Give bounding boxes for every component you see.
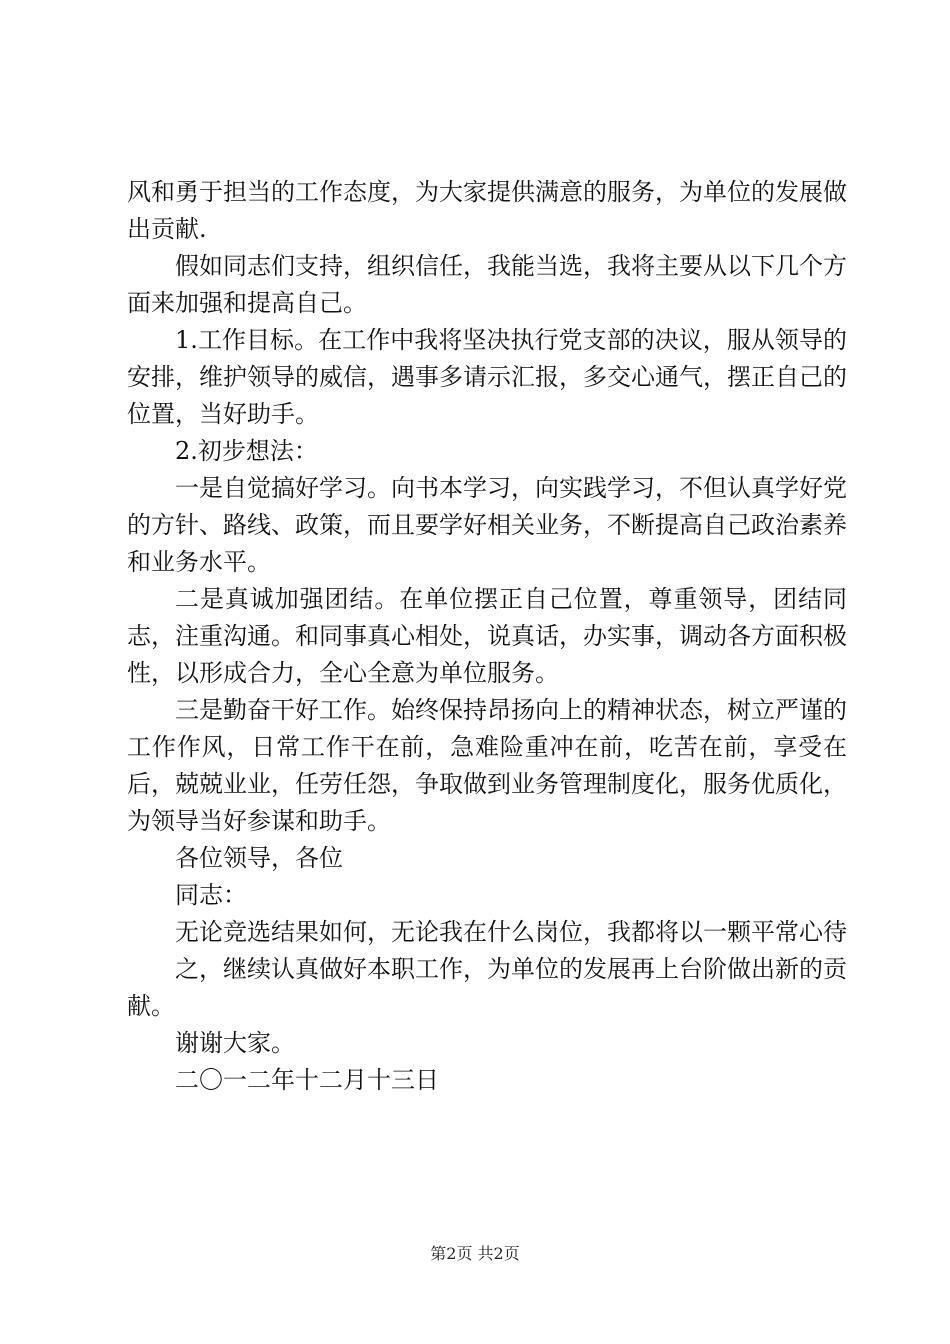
page-footer: [0, 1243, 950, 1265]
paragraph-commitment-2: 之，继续认真做好本职工作，为单位的发展再上台阶做出新的贡献。: [127, 955, 847, 1020]
paragraph-continuation: 风和勇于担当的工作态度，为大家提供满意的服务，为单位的发展做出贡献.: [127, 178, 847, 243]
document-body: [127, 174, 847, 1099]
paragraph-thanks: 谢谢大家。: [175, 1029, 295, 1057]
paragraph-work-goal: 1.工作目标。在工作中我将坚决执行党支部的决议，服从领导的安排，维护领导的威信，遇事多请示汇报，多交心通气，摆正自己的位置，当好助手。: [127, 326, 847, 428]
paragraph-commitment-1: 无论竞选结果如何，无论我在什么岗位，我都将以一颗平常心待: [175, 918, 847, 946]
paragraph-date: 二〇一二年十二月十三日: [175, 1066, 439, 1094]
paragraph-diligence: 三是勤奋干好工作。始终保持昂扬向上的精神状态，树立严谨的工作作风，日常工作干在前，急难险重冲在前，吃苦在前，享受在后，兢兢业业，任劳任怨，争取做到业务管理制度化，服务优质化，为领导当好参谋和助手。: [127, 696, 847, 835]
page-number-label: 第2页 共2页: [430, 1244, 520, 1263]
paragraph-study: 一是自觉搞好学习。向书本学习，向实践学习，不但认真学好党的方针、路线、政策，而且要学好相关业务，不断提高自己政治素养和业务水平。: [127, 474, 847, 576]
paragraph-unity: 二是真诚加强团结。在单位摆正自己位置，尊重领导，团结同志，注重沟通。和同事真心相处，说真话，办实事，调动各方面积极性，以形成合力，全心全意为单位服务。: [127, 585, 847, 687]
paragraph-salutation-1: 各位领导，各位: [175, 844, 343, 872]
paragraph-intro: 假如同志们支持，组织信任，我能当选，我将主要从以下几个方面来加强和提高自己。: [127, 252, 847, 317]
paragraph-initial-ideas: 2.初步想法：: [175, 437, 318, 465]
paragraph-salutation-2: 同志：: [175, 881, 247, 909]
